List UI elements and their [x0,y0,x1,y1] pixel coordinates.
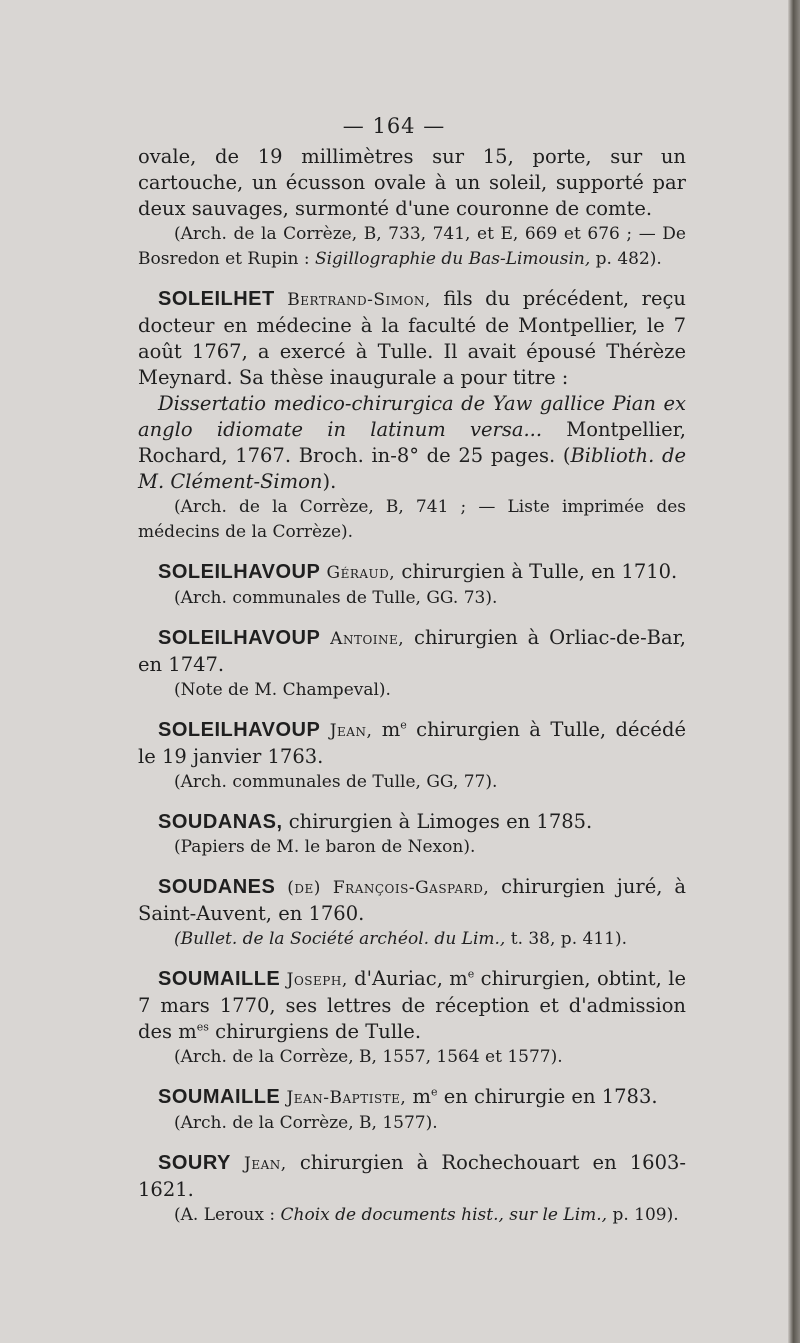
entry-particle: (de) [287,878,321,898]
entry-given-name: Antoine, [330,629,405,649]
entry-given-name: Jean-Baptiste, [286,1088,407,1108]
entry-surname: SOUMAILLE [158,968,281,990]
entry-soudanes: SOUDANES (de) François-Gaspard, chirurgien juré, à Saint-Auvent, en 1760. [138,875,687,925]
page-number: — 164 — [342,114,446,138]
entry-soudanas: SOUDANAS, chirurgien à Limoges en 1785. [158,810,593,833]
entry-reference: (Arch. de la Corrèze, B, 741 ; — Liste imprimée des médecins de la Corrèze). [138,497,686,542]
entry-given-name: Bertrand-Simon, [287,290,431,310]
entry-reference: (Arch. de la Corrèze, B, 1557, 1564 et 1577). [174,1047,563,1067]
entry-surname: SOURY [158,1152,231,1174]
entry-given-name: François-Gaspard, [332,878,490,898]
entry-surname: SOLEILHAVOUP [158,561,321,583]
page-edge [788,0,800,1343]
entry-soury: SOURY Jean, chirurgien à Rochechouart en 1603-1621. [138,1151,686,1201]
entry-reference: (Note de M. Champeval). [174,680,391,700]
entry-reference: (A. Leroux : Choix de documents hist., sur le Lim., p. 109). [174,1205,679,1225]
entry-given-name: Jean, [244,1154,287,1174]
entry-soleilhavoup-jean: SOLEILHAVOUP Jean, $m^e$ chirurgien à Tulle, décédé le 19 janvier 1763. [138,718,686,768]
entry-reference: (Arch. communales de Tulle, GG. 73). [174,588,498,608]
entry-given-name: Jean, [329,721,373,741]
entry-given-name: Joseph, [286,970,348,990]
entry-soleilhavoup-geraud: SOLEILHAVOUP Géraud, chirurgien à Tulle, en 1710. [158,560,678,583]
intro-reference: (Arch. de la Corrèze, B, 733, 741, et E, 669 et 676 ; — De Bosredon et Rupin : Sigillographie du Bas-Limousin, p. 482). [138,224,686,269]
intro-paragraph: ovale, de 19 millimètres sur 15, porte, sur un cartouche, un écusson ovale à un soleil, supporté par deux sauvages, surmonté d'une couronne de comte. [138,145,686,220]
entry-surname: SOUMAILLE [158,1086,281,1108]
entry-reference: (Papiers de M. le baron de Nexon). [174,837,476,857]
entry-soumaille-joseph: SOUMAILLE Joseph, d'Auriac, $m^e$ chirurgien, obtint, le 7 mars 1770, ses lettres de réception et d'admission des $m^{es}$ chirurgiens de Tulle. [138,967,686,1043]
entry-surname: SOUDANAS, [158,811,283,833]
entry-reference: (Arch. de la Corrèze, B, 1577). [174,1113,438,1133]
entry-soleilhavoup-antoine: SOLEILHAVOUP Antoine, chirurgien à Orliac-de-Bar, en 1747. [138,626,686,676]
entry-soleilhet: SOLEILHET Bertrand-Simon, fils du précédent, reçu docteur en médecine à la faculté de Montpellier, le 7 août 1767, a exercé à Tulle. Il avait épousé Thérèze Meynard. Sa thèse inaugurale a pour titre : [138,287,686,389]
entry-reference: (Bullet. de la Société archéol. du Lim., t. 38, p. 411). [174,929,627,949]
entry-soumaille-jean-baptiste: SOUMAILLE Jean-Baptiste, $m^e$ en chirurgie en 1783. [158,1085,658,1108]
entry-reference: (Arch. communales de Tulle, GG, 77). [174,772,498,792]
page-text [138,144,686,1228]
entry-surname: SOUDANES [158,876,276,898]
entry-surname: SOLEILHAVOUP [158,719,321,741]
entry-thesis: Dissertatio medico-chirurgica de Yaw gallice Pian ex anglo idiomate in latinum versa... Montpellier, Rochard, 1767. Broch. in-8° de 25 pages. (Biblioth. de M. Clément-Simon). [138,392,687,493]
entry-given-name: Géraud, [326,563,396,583]
entry-surname: SOLEILHAVOUP [158,627,321,649]
entry-surname: SOLEILHET [158,288,275,310]
